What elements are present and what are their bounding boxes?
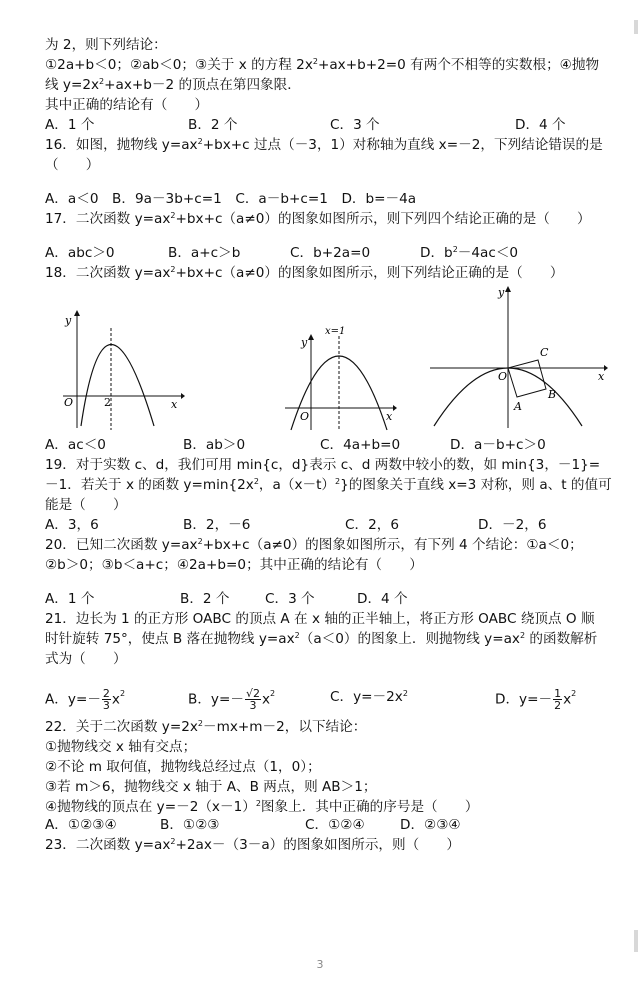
- q22-line1: 22．关于二次函数 $y=2x^2-mx+m-2$，以下结论：: [45, 719, 367, 735]
- q21-option-c: C．$y=-2x^2$: [330, 689, 408, 705]
- q15-line2: ①2a+b＜0；②ab＜0；③关于 x 的方程 $2x^2+ax+b+2=0$ 有两个不相等的实数根；④抛物: [45, 57, 600, 73]
- q18-option-c: C．4a+b=0: [320, 437, 401, 453]
- q16-options: A．a＜0 B．9a－3b+c=1 C．a－b+c=1 D．b=－4a: [45, 191, 417, 207]
- q15-question: 其中正确的结论有（ ）: [45, 97, 209, 113]
- q15-option-b: B．2 个: [188, 117, 238, 133]
- fig3-y-label: y: [498, 286, 505, 299]
- q18-option-d: D．a－b+c＞0: [450, 437, 546, 453]
- q19-option-a: A．3，6: [45, 517, 99, 533]
- fig2-y-label: y: [301, 336, 308, 349]
- q18-option-a: A．ac＜0: [45, 437, 106, 453]
- q17-option-a: A．abc＞0: [45, 245, 115, 261]
- margin-mark-bottom: [634, 930, 638, 952]
- figure-1-parabola: [55, 308, 185, 433]
- q22-option-c: C．①②④: [305, 817, 365, 833]
- q19-option-b: B．2，－6: [183, 517, 251, 533]
- q21-option-d: D．y=－ $\frac{1}{2}$ $x^2$: [495, 687, 577, 712]
- q20-line1: 20．已知二次函数 $y=ax^2+bx+c(a\ne 0)$的图象如图所示，有下列 4 个结论：①a＜0；: [45, 537, 583, 553]
- fig3-x-label: x: [598, 370, 605, 383]
- fig1-origin: O: [64, 396, 74, 409]
- q20-option-b: B．2 个: [180, 591, 230, 607]
- fig2-x-label: x: [386, 410, 393, 423]
- page-number: 3: [316, 958, 324, 971]
- q16-line1: 16．如图，抛物线 $y=ax^2+bx+c$ 过点（－3，1）对称轴为直线 x=－2，下列结论错误的是: [45, 137, 603, 153]
- fig1-x-label: x: [171, 398, 178, 411]
- fig3-point-b: B: [548, 388, 557, 401]
- fig2-origin: O: [300, 410, 310, 423]
- q19-line3: 能是（ ）: [45, 497, 127, 513]
- q18-line1: 18．二次函数 $y=ax^2+bx+c(a\ne 0)$的图象如图所示，则下列结论正确的是（ ）: [45, 265, 564, 281]
- q17-option-b: B．a+c＞b: [168, 245, 241, 261]
- figure-3-parabola-square: [428, 280, 613, 430]
- q21-option-a: A．y=－ $\frac{2}{3}$ $x^2$: [45, 687, 126, 712]
- fig1-y-label: y: [65, 314, 72, 327]
- q19-option-d: D．－2，6: [478, 517, 547, 533]
- q22-statement-2: ②不论 m 取何值，抛物线总经过点（1，0）；: [45, 759, 321, 775]
- q22-statement-3: ③若 m＞6，抛物线交 x 轴于 A、B 两点，则 AB＞1；: [45, 779, 377, 795]
- q17-option-d: D．$b^2-4ac<0$: [420, 245, 519, 261]
- q22-option-a: A．①②③④: [45, 817, 117, 833]
- q19-line2: －1．若关于 x 的函数 $y=\min\{2x^2$，$a(x-t)^2$}的图象关于直线 x=3 对称，则 a、t 的值可: [45, 477, 612, 493]
- q19-option-c: C．2，6: [345, 517, 399, 533]
- q22-statement-1: ①抛物线交 x 轴有交点；: [45, 739, 197, 755]
- q20-line2: ②b＞0；③b＜a+c；④2a+b=0；其中正确的结论有（ ）: [45, 557, 423, 573]
- q15-option-d: D．4 个: [515, 117, 566, 133]
- fig3-point-a: A: [514, 400, 522, 413]
- q18-option-b: B．ab＞0: [183, 437, 246, 453]
- q21-line1: 21．边长为 1 的正方形 OABC 的顶点 A 在 x 轴的正半轴上，将正方形 OABC 绕顶点 O 顺: [45, 611, 595, 627]
- q15-line3: 线 $y=2x^2+ax+b-2$ 的顶点在第四象限．: [45, 77, 301, 93]
- q15-option-c: C．3 个: [330, 117, 380, 133]
- q16-line2: （ ）: [45, 157, 100, 173]
- q22-option-d: D．②③④: [400, 817, 461, 833]
- q19-line1: 19．对于实数 c、d，我们可用 min{c，d}表示 c、d 两数中较小的数，如 min{3，－1}=: [45, 457, 601, 473]
- q17-line1: 17．二次函数 $y=ax^2+bx+c(a\ne 0)$的图象如图所示，则下列四个结论正确的是（ ）: [45, 211, 591, 227]
- q20-option-d: D．4 个: [357, 591, 408, 607]
- q22-statement-4: ④抛物线的顶点在 $y=-2(x-1)^2$图象上．其中正确的序号是（ ）: [45, 799, 479, 815]
- fig2-axis-label: x=1: [325, 326, 346, 337]
- q17-option-c: C．b+2a=0: [290, 245, 371, 261]
- fig3-origin: O: [498, 370, 508, 383]
- q15-line1: 为 2，则下列结论：: [45, 37, 167, 53]
- q15-option-a: A．1 个: [45, 117, 95, 133]
- q20-option-c: C．3 个: [265, 591, 315, 607]
- figure-2-parabola: [283, 322, 398, 432]
- q23-line1: 23．二次函数 $y=ax^2+2ax-(3-a)$的图象如图所示，则（ ）: [45, 837, 460, 853]
- q22-option-b: B．①②③: [160, 817, 220, 833]
- q20-option-a: A．1 个: [45, 591, 95, 607]
- q21-line2: 时针旋转 75°，使点 B 落在抛物线 $y=ax^2(a<0)$的图象上．则抛物线 $y=ax^2$ 的函数解析: [45, 631, 598, 647]
- q21-line3: 式为（ ）: [45, 651, 127, 667]
- margin-mark-top: [634, 20, 638, 34]
- fig3-point-c: C: [540, 346, 549, 359]
- fig1-tick-2: 2: [104, 396, 111, 409]
- q21-option-b: B．y=－ $\frac{√2}{3}$ $x^2$: [188, 687, 276, 712]
